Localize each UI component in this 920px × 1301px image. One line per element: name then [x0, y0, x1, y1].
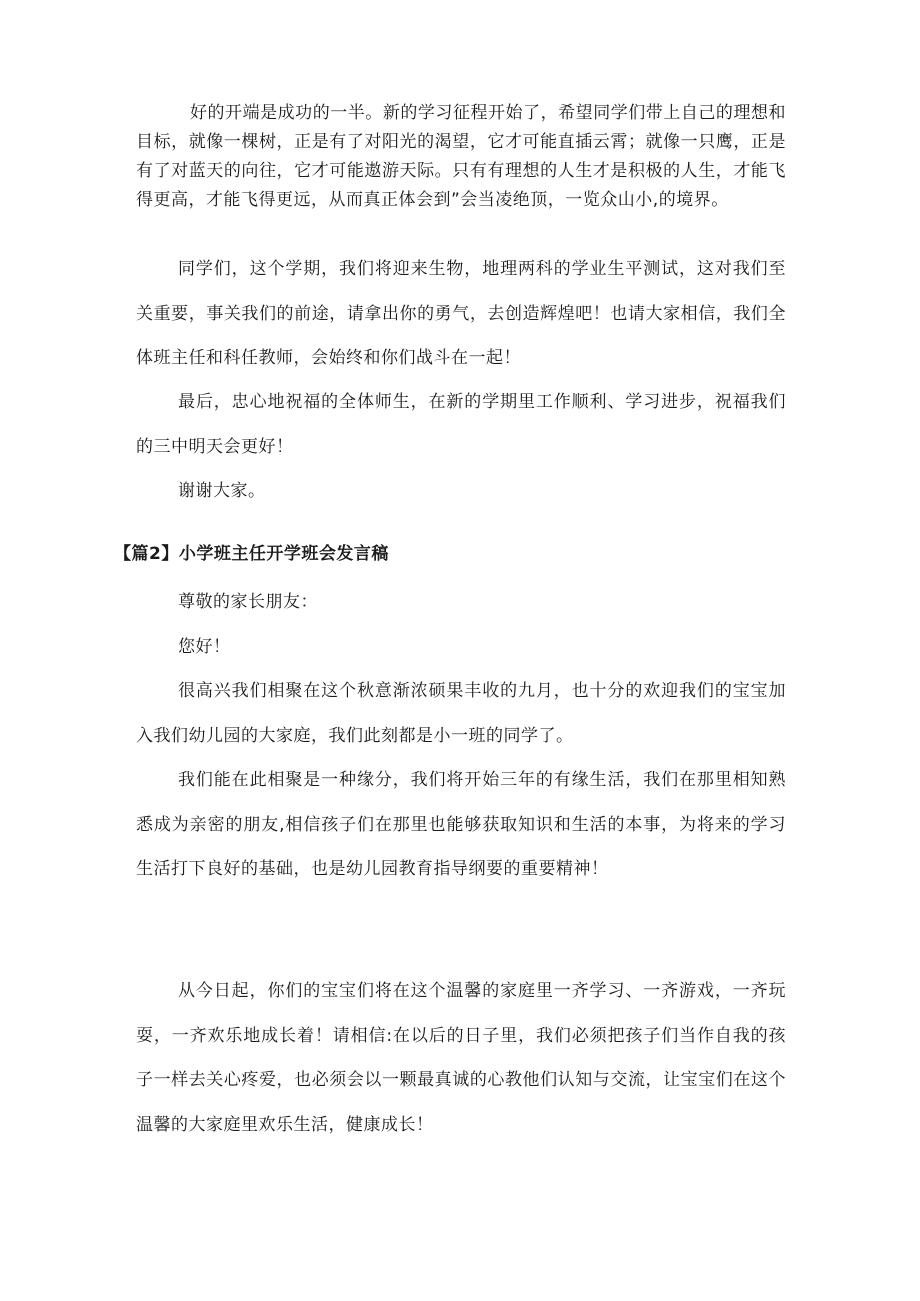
- section-heading: 【篇2】小学班主任开学班会发言稿: [114, 544, 389, 564]
- paragraph-promise: 从今日起，你们的宝宝们将在这个温馨的家庭里一齐学习、一齐游戏，一齐玩耍，一齐欢乐地成长着！请相信:在以后的日子里，我们必须把孩子们当作自我的孩子一样去关心疼爱，也必须会以一颗最真诚的心教他们认知与交流，让宝宝们在这个温馨的大家庭里欢乐生活，健康成长！: [136, 981, 786, 1135]
- paragraph-exams: 同学们，这个学期，我们将迎来生物，地理两科的学业生平测试，这对我们至关重要，事关我们的前途，请拿出你的勇气，去创造辉煌吧！也请大家相信，我们全体班主任和科任教师，会始终和你们战斗在一起！: [136, 259, 786, 368]
- paragraph-greeting: 您好！: [178, 637, 231, 657]
- paragraph-fate: 我们能在此相聚是一种缘分，我们将开始三年的有缘生活，我们在那里相知熟悉成为亲密的朋友,相信孩子们在那里也能够获取知识和生活的本事，为将来的学习生活打下良好的基础，也是幼儿园教育指导纲要的重要精神！: [136, 770, 786, 879]
- paragraph-ideals-text: 好的开端是成功的一半。新的学习征程开始了，希望同学们带上自己的理想和目标，就像一棵树，正是有了对阳光的渴望，它才可能直插云霄；就像一只鹰，正是有了对蓝天的向往，它才可能遨游天际。只有有理想的人生才是积极的人生，才能飞得更高，才能飞得更远，从而真正体会到”会当凌绝顶，一览众山小,的境界。: [136, 103, 786, 210]
- paragraph-thanks: 谢谢大家。: [178, 481, 266, 501]
- paragraph-ideals: [136, 99, 786, 215]
- paragraph-welcome: 很高兴我们相聚在这个秋意渐浓硕果丰收的九月，也十分的欢迎我们的宝宝加入我们幼儿园的大家庭，我们此刻都是小一班的同学了。: [136, 681, 786, 746]
- paragraph-salutation: 尊敬的家长朋友：: [178, 592, 318, 612]
- paragraph-blessing: 最后，忠心地祝福的全体师生，在新的学期里工作顺利、学习进步，祝福我们的三中明天会更好！: [136, 392, 786, 457]
